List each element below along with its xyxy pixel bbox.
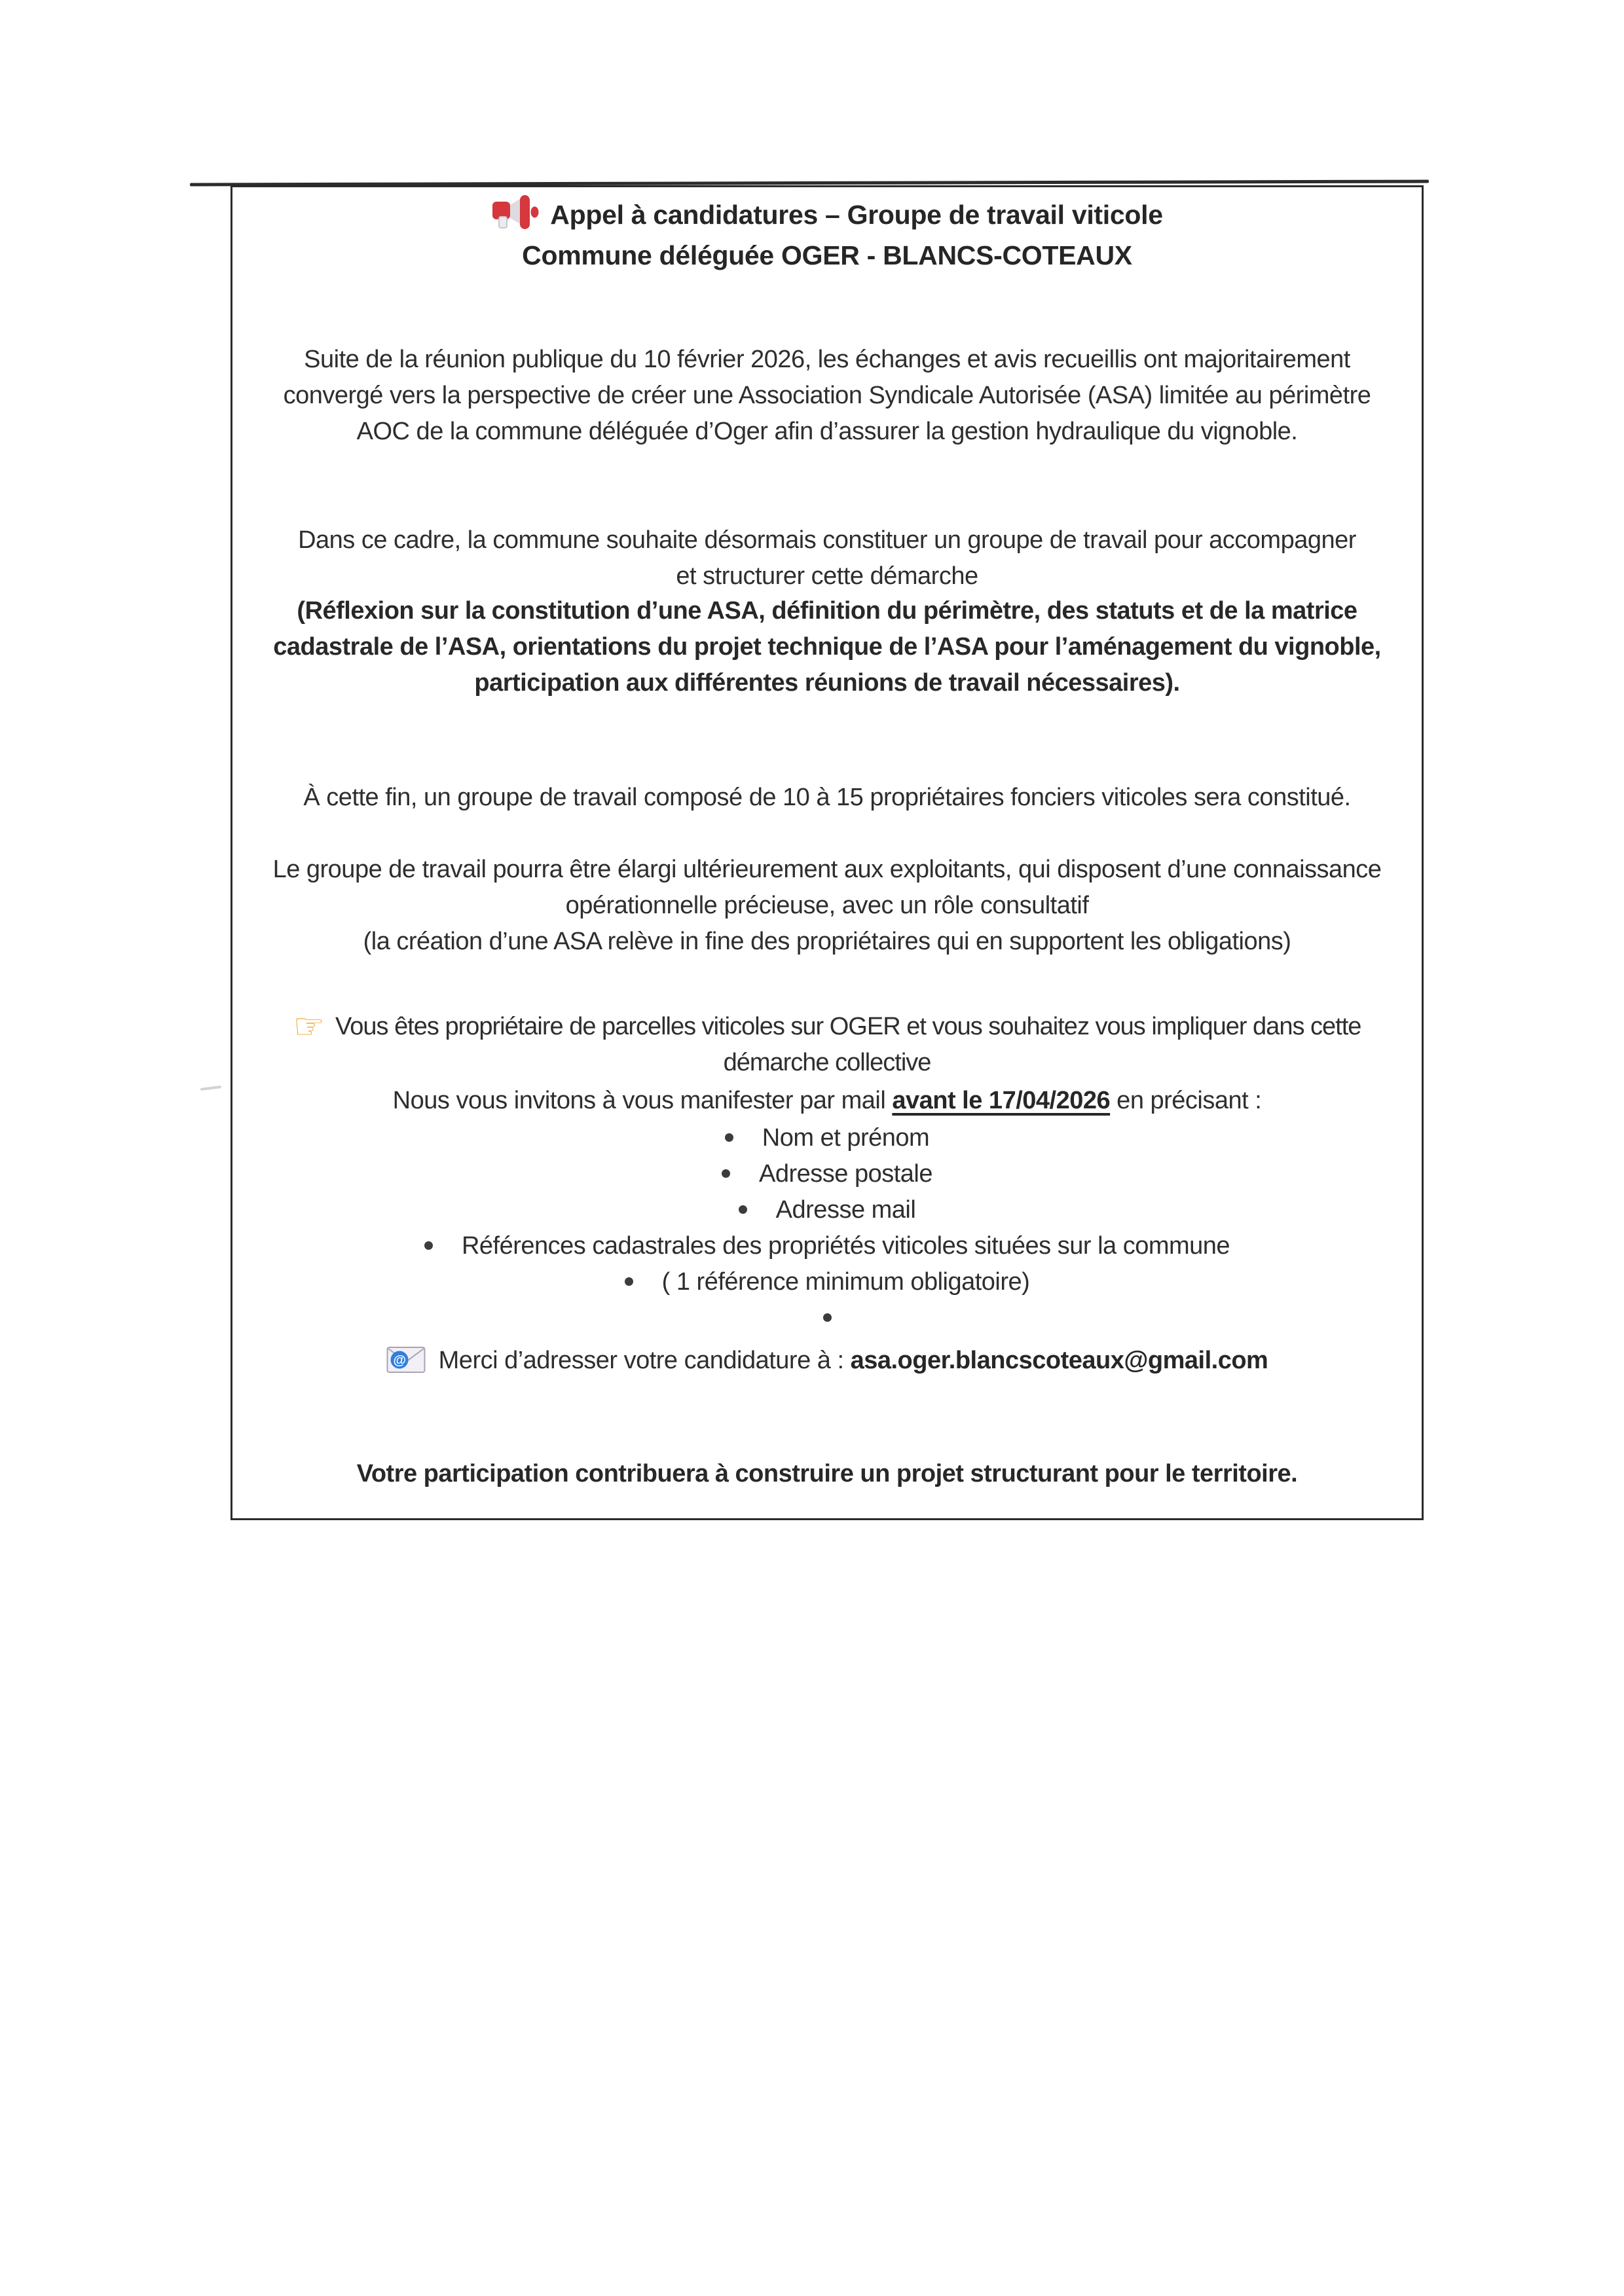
bullet-dot-icon — [823, 1313, 832, 1322]
svg-text:@: @ — [393, 1353, 406, 1368]
list-item — [232, 1156, 1422, 1192]
title-line-1 — [232, 194, 1422, 235]
list-item-text: ( 1 référence minimum obligatoire) — [661, 1268, 1030, 1296]
list-item — [232, 1228, 1422, 1264]
list-item-text: Adresse mail — [775, 1196, 916, 1224]
list-item-text: Références cadastrales des propriétés viticoles situées sur la commune — [461, 1232, 1230, 1260]
bullet-dot-icon — [424, 1241, 433, 1250]
list-item — [232, 1264, 1422, 1300]
notice-title — [232, 194, 1422, 276]
contact-email: asa.oger.blancscoteaux@gmail.com — [850, 1347, 1268, 1374]
contact-prefix: Merci d’adresser votre candidature à : — [438, 1347, 851, 1374]
paragraph-call: ☞ Vous êtes propriétaire de parcelles viticoles sur OGER et vous souhaitez vous impliquer dans cette démarche collective — [293, 1007, 1361, 1076]
email-icon — [386, 1344, 427, 1374]
paragraph-context-detail: (Réflexion sur la constitution d’une ASA, définition du périmètre, des statuts et de la matrice cadastrale de l’ASA, orientations du projet technique de l’ASA pour l’aménagement du vignoble, participation aux différentes réunions de travail nécessaires). — [273, 597, 1381, 697]
scan-artifact-smudge — [200, 1085, 221, 1091]
paragraph-intro: Suite de la réunion publique du 10 février 2026, les échanges et avis recueillis ont majoritairement convergé vers la perspective de créer une Association Syndicale Autorisée (ASA) limitée au périmètre AOC de la commune déléguée d’Oger afin d’assurer la gestion hydraulique du vignoble. — [283, 346, 1371, 445]
list-item — [232, 1120, 1422, 1156]
title-text-2: Commune déléguée OGER - BLANCS-COTEAUX — [522, 240, 1132, 270]
paragraph-context: Dans ce cadre, la commune souhaite désormais constituer un groupe de travail pour accompagner et structurer cette démarche — [298, 526, 1356, 590]
paragraph-composition-note: (la création d’une ASA relève in fine des propriétaires qui en supportent les obligations) — [363, 928, 1291, 955]
list-item — [232, 1192, 1422, 1228]
bullet-dot-icon — [625, 1277, 633, 1286]
invite-deadline: avant le 17/04/2026 — [892, 1087, 1111, 1114]
megaphone-icon — [491, 194, 540, 232]
title-line-2 — [232, 235, 1422, 276]
paragraph-invite — [232, 1083, 1422, 1119]
invite-prefix: Nous vous invitons à vous manifester par mail — [392, 1087, 893, 1114]
bullet-dot-icon — [722, 1169, 730, 1178]
notice-box — [231, 185, 1424, 1520]
invite-suffix: en précisant : — [1110, 1087, 1262, 1114]
paragraph-contact — [232, 1343, 1422, 1379]
paragraph-composition-extension: Le groupe de travail pourra être élargi ultérieurement aux exploitants, qui disposent d’une connaissance opérationnelle précieuse, avec un rôle consultatif — [272, 856, 1382, 919]
list-bullet-empty — [232, 1300, 1422, 1336]
bullet-dot-icon — [739, 1205, 747, 1214]
list-item-text: Adresse postale — [759, 1160, 932, 1188]
requirements-list — [232, 1120, 1422, 1336]
paragraph-closing: Votre participation contribuera à construire un projet structurant pour le territoire. — [356, 1460, 1298, 1487]
list-item-text: Nom et prénom — [762, 1124, 930, 1152]
call-text: Vous êtes propriétaire de parcelles viticoles sur OGER et vous souhaitez vous impliquer dans cette démarche collective — [335, 1013, 1361, 1076]
title-text-1: Appel à candidatures – Groupe de travail viticole — [550, 200, 1163, 230]
paragraph-composition: À cette fin, un groupe de travail composé de 10 à 15 propriétaires fonciers viticoles sera constitué. — [303, 784, 1351, 811]
bullet-dot-icon — [725, 1133, 733, 1142]
